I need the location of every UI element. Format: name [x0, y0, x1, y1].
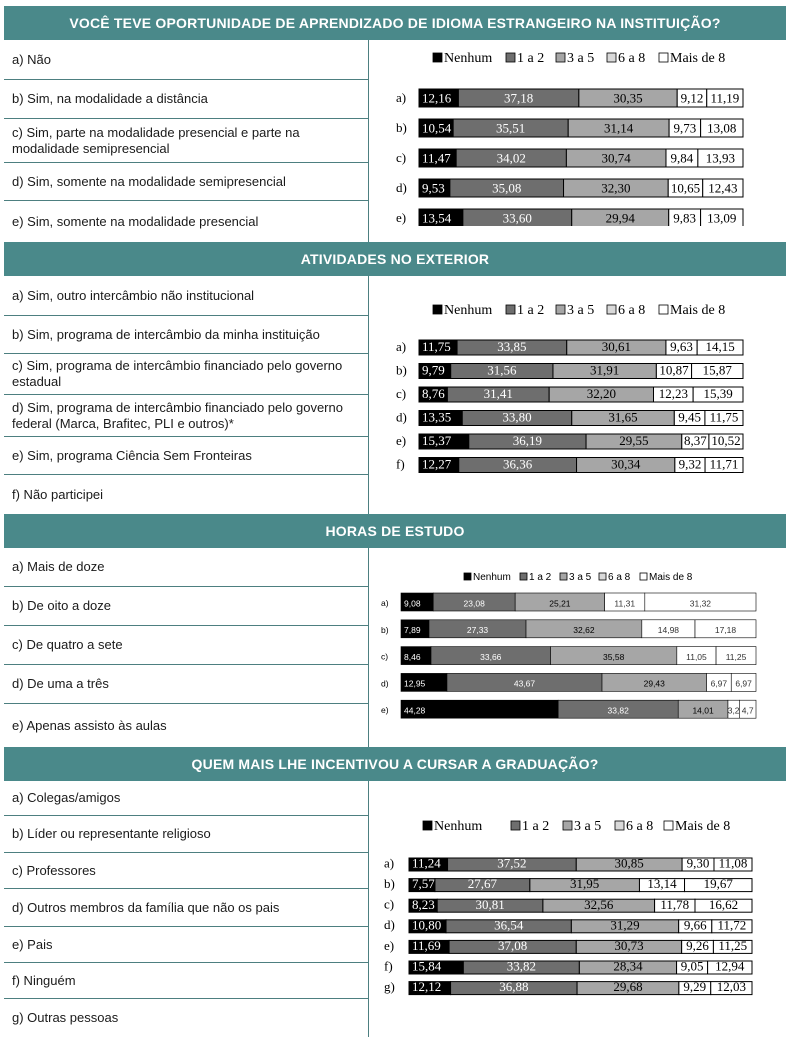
chart-exterior — [376, 298, 776, 478]
category-label: b) — [381, 624, 389, 635]
data-label: 10,54 — [422, 120, 452, 136]
data-label: 29,43 — [643, 678, 665, 689]
data-label: 11,08 — [718, 855, 748, 871]
legend-label: Nenhum — [444, 303, 493, 318]
data-label: 10,80 — [412, 917, 442, 933]
legend-swatch — [511, 821, 520, 830]
data-label: 28,34 — [613, 958, 643, 974]
data-label: 8,37 — [683, 433, 707, 449]
data-label: 14,98 — [657, 625, 680, 636]
legend-swatch — [599, 573, 606, 580]
data-label: 31,29 — [610, 917, 640, 933]
data-label: 30,61 — [601, 339, 631, 355]
category-label: c) — [381, 651, 389, 662]
legend-swatch — [615, 821, 624, 830]
data-label: 36,36 — [503, 456, 533, 472]
section-title: QUEM MAIS LHE INCENTIVOU A CURSAR A GRADUAÇÃO? — [4, 747, 786, 781]
legend-swatch — [664, 821, 673, 830]
legend-item — [520, 572, 552, 583]
legend-label: Nenhum — [434, 819, 483, 834]
list-item: e) Pais — [4, 927, 368, 963]
legend-label: Nenhum — [444, 51, 493, 66]
data-label: 10,52 — [711, 433, 741, 449]
data-label: 9,73 — [673, 120, 697, 136]
data-label: 31,95 — [570, 876, 600, 892]
legend-item — [511, 819, 549, 834]
category-label: d) — [384, 917, 395, 933]
legend-swatch — [563, 821, 572, 830]
section-title: VOCÊ TEVE OPORTUNIDADE DE APRENDIZADO DE IDIOMA ESTRANGEIRO NA INSTITUIÇÃO? — [4, 6, 786, 40]
data-label: 11,78 — [660, 896, 690, 912]
data-label: 13,93 — [705, 150, 736, 166]
legend-label: 1 a 2 — [529, 572, 552, 583]
data-label: 33,80 — [502, 409, 532, 425]
legend-swatch — [423, 821, 432, 830]
list-item: b) Sim, na modalidade a distância — [4, 80, 368, 119]
data-label: 35,58 — [603, 651, 625, 662]
legend-item — [563, 819, 601, 834]
legend-label: 1 a 2 — [522, 819, 550, 834]
legend-swatch — [659, 305, 668, 314]
data-label: 9,79 — [422, 362, 445, 378]
list-item: d) De uma a três — [4, 665, 368, 704]
data-label: 6,97 — [710, 678, 728, 689]
data-label: 29,55 — [619, 433, 649, 449]
legend-item — [556, 303, 594, 318]
list-item: c) De quatro a sete — [4, 626, 368, 665]
data-label: 36,88 — [499, 979, 529, 995]
data-label: 29,94 — [605, 210, 635, 226]
list-item: b) Líder ou representante religioso — [4, 816, 368, 853]
data-label: 15,84 — [412, 958, 442, 974]
legend-label: 3 a 5 — [567, 51, 595, 66]
category-label: b) — [396, 119, 407, 135]
data-label: 9,32 — [678, 456, 702, 472]
list-item: g) Outras pessoas — [12, 1010, 119, 1025]
legend-label: 6 a 8 — [618, 51, 646, 66]
data-label: 36,54 — [494, 917, 524, 933]
data-label: 8,23 — [412, 896, 435, 912]
data-label: 33,60 — [502, 210, 532, 226]
list-item: b) Sim, programa de intercâmbio da minha instituição — [4, 316, 368, 354]
option-list — [4, 548, 369, 747]
list-item: e) Sim, somente na modalidade presencial — [12, 213, 259, 229]
data-label: 32,56 — [584, 896, 614, 912]
list-item: f) Não participei — [12, 486, 104, 502]
list-item: a) Mais de doze — [4, 548, 368, 587]
category-label: e) — [396, 432, 407, 448]
data-label: 37,08 — [498, 938, 528, 954]
data-label: 31,56 — [487, 362, 517, 378]
data-label: 16,62 — [708, 896, 739, 912]
option-list — [4, 40, 369, 242]
legend-swatch — [607, 53, 616, 62]
data-label: 11,72 — [717, 917, 747, 933]
data-label: 12,94 — [715, 958, 745, 974]
data-label: 11,05 — [686, 651, 707, 662]
data-label: 19,67 — [703, 876, 733, 892]
section-title: ATIVIDADES NO EXTERIOR — [4, 242, 786, 276]
data-label: 11,75 — [422, 339, 451, 355]
list-item: c) Sim, programa de intercâmbio financiado pelo governo estadual — [4, 354, 368, 395]
data-label: 32,62 — [573, 625, 595, 636]
data-label: 13,08 — [707, 120, 737, 136]
data-label: 25,21 — [549, 598, 571, 609]
list-item: e) Apenas assisto às aulas — [12, 717, 167, 733]
data-label: 33,85 — [497, 339, 527, 355]
list-item: e) Sim, programa Ciência Sem Fronteiras — [4, 437, 368, 475]
legend-item — [433, 51, 492, 66]
data-label: 31,32 — [689, 598, 712, 609]
category-label: f) — [384, 958, 393, 974]
data-label: 9,05 — [680, 958, 704, 974]
legend-item — [506, 51, 544, 66]
legend-item — [659, 51, 725, 66]
data-label: 10,87 — [659, 362, 689, 378]
chart-svg — [376, 46, 776, 226]
legend-label: 6 a 8 — [618, 303, 646, 318]
legend-swatch — [556, 53, 565, 62]
option-list — [4, 276, 369, 514]
data-label: 9,29 — [683, 979, 707, 995]
data-label: 6,97 — [735, 678, 752, 689]
data-label: 9,08 — [404, 598, 421, 609]
legend-swatch — [659, 53, 668, 62]
data-label: 12,27 — [422, 456, 452, 472]
list-item: c) Sim, parte na modalidade presencial e parte na modalidade semipresencial — [4, 119, 368, 163]
data-label: 31,91 — [590, 362, 620, 378]
data-label: 11,75 — [709, 409, 739, 425]
data-label: 3,2 — [727, 705, 740, 716]
legend-swatch — [560, 573, 567, 580]
data-label: 9,12 — [680, 90, 704, 106]
data-label: 9,30 — [686, 855, 710, 871]
legend-label: Mais de 8 — [675, 819, 731, 834]
data-label: 12,95 — [404, 678, 426, 689]
data-label: 27,33 — [466, 625, 489, 636]
data-label: 13,09 — [707, 210, 737, 226]
legend-item — [640, 572, 693, 583]
legend-label: 3 a 5 — [569, 572, 592, 583]
category-label: e) — [381, 705, 389, 716]
data-label: 29,68 — [613, 979, 643, 995]
category-label: b) — [396, 362, 407, 378]
category-label: a) — [396, 89, 407, 105]
list-item: a) Não — [4, 40, 368, 80]
legend-item — [433, 303, 492, 318]
category-label: a) — [396, 338, 407, 354]
legend-swatch — [640, 573, 647, 580]
data-label: 15,37 — [422, 433, 452, 449]
data-label: 15,87 — [702, 362, 732, 378]
data-label: 8,76 — [422, 386, 445, 402]
chart-idioma — [376, 46, 776, 226]
category-label: c) — [384, 896, 395, 912]
option-list — [4, 781, 369, 1037]
data-label: 31,14 — [604, 120, 634, 136]
legend-label: 1 a 2 — [517, 303, 545, 318]
list-item: a) Colegas/amigos — [4, 781, 368, 816]
data-label: 17,18 — [714, 625, 737, 636]
legend-item — [607, 51, 645, 66]
data-label: 4,7 — [741, 705, 754, 716]
data-label: 30,34 — [611, 456, 641, 472]
data-label: 9,66 — [683, 917, 707, 933]
list-item: d) Sim, somente na modalidade semipresencial — [4, 163, 368, 201]
data-label: 44,28 — [404, 705, 426, 716]
legend-swatch — [520, 573, 527, 580]
data-label: 12,12 — [412, 979, 442, 995]
data-label: 30,35 — [613, 90, 643, 106]
list-item: d) Outros membros da família que não os pais — [4, 889, 368, 927]
data-label: 43,67 — [513, 678, 536, 689]
category-label: e) — [396, 209, 407, 225]
category-label: b) — [384, 875, 395, 891]
data-label: 9,53 — [422, 180, 445, 196]
chart-svg — [376, 568, 776, 728]
data-label: 15,39 — [703, 386, 733, 402]
data-label: 31,41 — [483, 386, 513, 402]
category-label: f) — [396, 456, 405, 472]
data-label: 11,25 — [718, 938, 748, 954]
data-label: 7,57 — [412, 876, 435, 892]
legend-item — [659, 303, 725, 318]
legend-swatch — [607, 305, 616, 314]
data-label: 12,23 — [658, 386, 688, 402]
data-label: 35,51 — [496, 120, 526, 136]
data-label: 32,20 — [586, 386, 616, 402]
data-label: 35,08 — [492, 180, 522, 196]
legend-item — [664, 819, 730, 834]
legend-item — [506, 303, 544, 318]
legend-item — [560, 572, 592, 583]
legend-item — [607, 303, 645, 318]
data-label: 11,19 — [710, 90, 740, 106]
data-label: 13,54 — [422, 210, 452, 226]
legend-swatch — [464, 573, 471, 580]
legend-label: 3 a 5 — [567, 303, 595, 318]
legend-label: 1 a 2 — [517, 51, 545, 66]
data-label: 31,65 — [608, 409, 638, 425]
data-label: 37,52 — [497, 855, 527, 871]
legend-item — [423, 819, 482, 834]
data-label: 32,30 — [601, 180, 631, 196]
category-label: e) — [384, 937, 395, 953]
data-label: 12,03 — [716, 979, 746, 995]
data-label: 9,84 — [670, 150, 694, 166]
category-label: d) — [396, 409, 407, 425]
data-label: 30,85 — [614, 855, 644, 871]
data-label: 33,66 — [480, 651, 502, 662]
legend-swatch — [556, 305, 565, 314]
data-label: 11,47 — [422, 150, 451, 166]
data-label: 33,82 — [506, 958, 536, 974]
chart-horas — [376, 568, 776, 728]
data-label: 10,65 — [670, 180, 701, 196]
data-label: 13,35 — [422, 409, 452, 425]
data-label: 9,83 — [673, 210, 697, 226]
legend-label: 3 a 5 — [574, 819, 602, 834]
data-label: 34,02 — [496, 150, 526, 166]
data-label: 12,43 — [708, 180, 738, 196]
data-label: 9,45 — [678, 409, 701, 425]
list-item: a) Sim, outro intercâmbio não institucional — [4, 276, 368, 316]
data-label: 11,69 — [412, 938, 441, 954]
category-label: a) — [381, 597, 389, 608]
data-label: 9,63 — [670, 339, 693, 355]
list-item: f) Ninguém — [4, 963, 368, 999]
chart-incentivo — [376, 816, 776, 1006]
legend-swatch — [506, 305, 515, 314]
legend-item — [556, 51, 594, 66]
legend-label: Mais de 8 — [670, 51, 726, 66]
data-label: 30,81 — [475, 896, 505, 912]
data-label: 23,08 — [463, 598, 485, 609]
list-item: b) De oito a doze — [4, 587, 368, 626]
legend-label: Nenhum — [473, 572, 511, 583]
data-label: 8,46 — [404, 651, 421, 662]
data-label: 14,01 — [692, 705, 714, 716]
data-label: 7,89 — [404, 625, 421, 636]
chart-svg — [376, 298, 776, 478]
legend-label: 6 a 8 — [608, 572, 631, 583]
category-label: c) — [396, 149, 407, 165]
data-label: 30,73 — [614, 938, 644, 954]
legend-item — [599, 572, 631, 583]
data-label: 30,74 — [601, 150, 631, 166]
category-label: g) — [384, 978, 395, 994]
data-label: 36,19 — [512, 433, 543, 449]
legend-item — [464, 572, 511, 583]
data-label: 11,31 — [614, 598, 636, 609]
category-label: d) — [396, 179, 407, 195]
legend-swatch — [433, 305, 442, 314]
legend-label: Mais de 8 — [670, 303, 726, 318]
data-label: 14,15 — [705, 339, 735, 355]
legend-item — [615, 819, 653, 834]
legend-label: 6 a 8 — [626, 819, 654, 834]
legend-label: Mais de 8 — [649, 572, 693, 583]
data-label: 11,25 — [725, 651, 747, 662]
data-label: 12,16 — [422, 90, 452, 106]
category-label: a) — [384, 855, 395, 871]
data-label: 9,26 — [686, 938, 709, 954]
list-item: d) Sim, programa de intercâmbio financiado pelo governo federal (Marca, Brafitec, PLI e outros)* — [4, 395, 368, 437]
legend-swatch — [506, 53, 515, 62]
chart-svg — [376, 816, 776, 1006]
data-label: 37,18 — [504, 90, 534, 106]
list-item: c) Professores — [4, 853, 368, 889]
data-label: 33,82 — [607, 705, 629, 716]
data-label: 13,14 — [647, 876, 677, 892]
category-label: d) — [381, 678, 389, 689]
data-label: 11,24 — [412, 855, 441, 871]
data-label: 11,71 — [709, 456, 739, 472]
category-label: c) — [396, 385, 407, 401]
data-label: 27,67 — [467, 876, 498, 892]
legend-swatch — [433, 53, 442, 62]
section-title: HORAS DE ESTUDO — [4, 514, 786, 548]
